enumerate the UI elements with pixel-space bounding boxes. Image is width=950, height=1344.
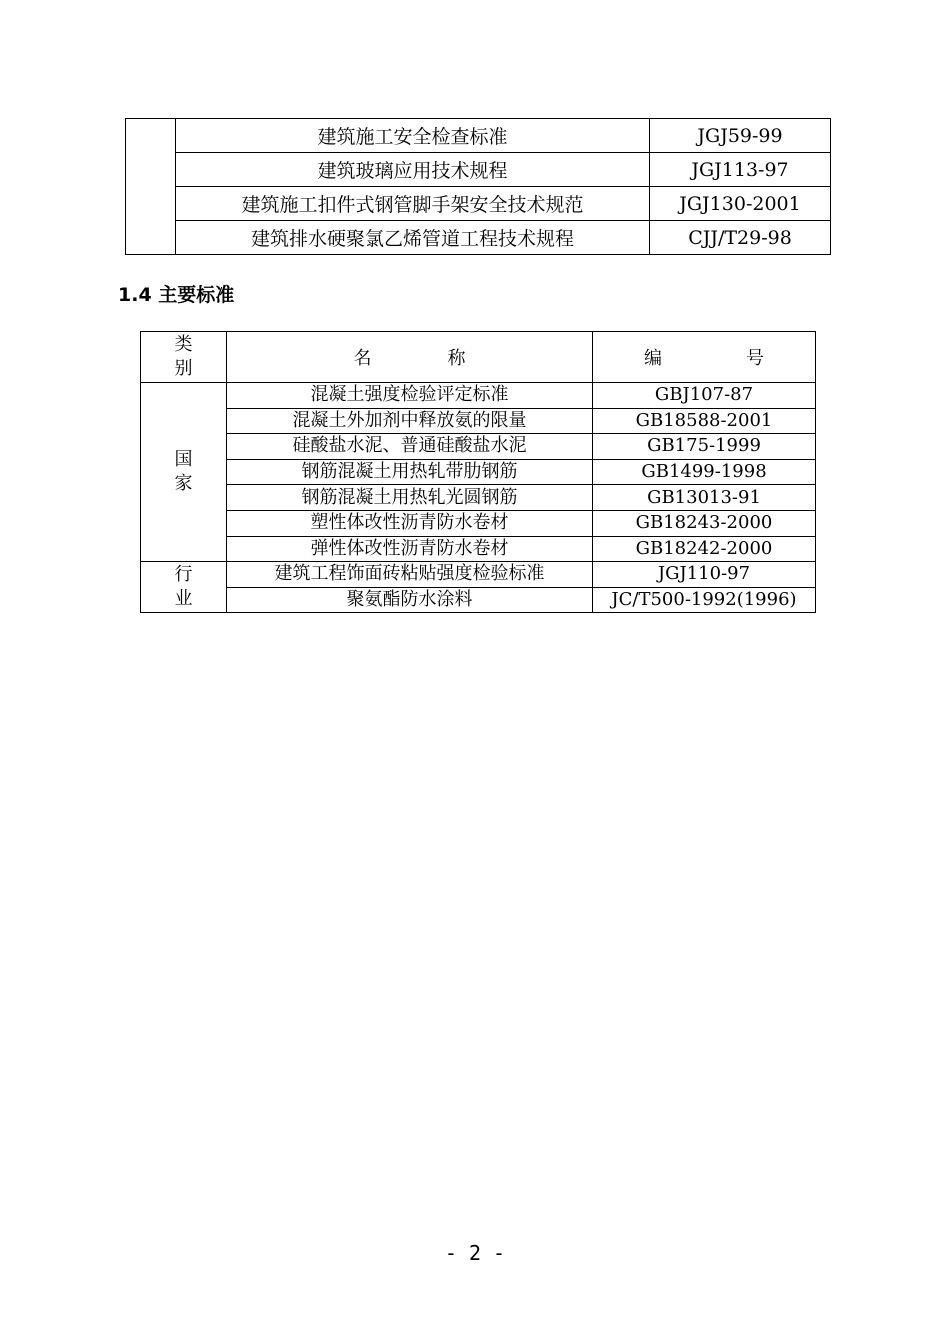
table-row [141, 408, 816, 434]
table-row [141, 485, 816, 511]
standard-name: 建筑施工安全检查标准 [176, 119, 650, 153]
standard-code: GB1499-1998 [593, 459, 816, 485]
category-cell-empty [126, 119, 176, 255]
table-row [141, 434, 816, 460]
table-row [141, 587, 816, 613]
table-row [141, 459, 816, 485]
standard-name: 钢筋混凝土用热轧光圆钢筋 [227, 485, 593, 511]
standard-code: GB18243-2000 [593, 510, 816, 536]
standard-code: JGJ130-2001 [650, 187, 831, 221]
standard-name: 建筑排水硬聚氯乙烯管道工程技术规程 [176, 221, 650, 255]
header-name-char-2: 称 [447, 348, 466, 369]
standard-name: 建筑施工扣件式钢管脚手架安全技术规范 [176, 187, 650, 221]
standard-code: JGJ113-97 [650, 153, 831, 187]
standard-name: 塑性体改性沥青防水卷材 [227, 510, 593, 536]
table-header-row [141, 332, 816, 383]
table-row [126, 119, 831, 153]
standard-code: CJJ/T29-98 [650, 221, 831, 255]
table-row [141, 562, 816, 588]
standard-name: 混凝土强度检验评定标准 [227, 383, 593, 409]
standard-name: 建筑玻璃应用技术规程 [176, 153, 650, 187]
table-row [141, 510, 816, 536]
table-row [141, 383, 816, 409]
page-number: - 2 - [444, 1241, 506, 1265]
standard-code: GB18588-2001 [593, 408, 816, 434]
header-code-char-2: 号 [746, 348, 764, 369]
category-cell-industry [141, 562, 227, 613]
standard-code: JGJ59-99 [650, 119, 831, 153]
header-category-label: 类别 [174, 333, 193, 379]
table-row [126, 153, 831, 187]
header-category [141, 332, 227, 383]
standard-name: 硅酸盐水泥、普通硅酸盐水泥 [227, 434, 593, 460]
table-row [126, 221, 831, 255]
main-standards-table [140, 331, 816, 613]
standard-code: GB13013-91 [593, 485, 816, 511]
header-name [227, 332, 593, 383]
table-row [126, 187, 831, 221]
header-code-char-1: 编 [644, 348, 662, 369]
standard-code: GBJ107-87 [593, 383, 816, 409]
header-code [593, 332, 816, 383]
standard-code: JC/T500-1992(1996) [593, 587, 816, 613]
table-row [141, 536, 816, 562]
category-label: 国家 [174, 448, 193, 495]
header-name-char-1: 名 [353, 348, 372, 369]
standard-name: 建筑工程饰面砖粘贴强度检验标准 [227, 562, 593, 588]
standard-name: 钢筋混凝土用热轧带肋钢筋 [227, 459, 593, 485]
standard-code: JGJ110-97 [593, 562, 816, 588]
standards-table-continued [125, 118, 831, 255]
category-cell-national [141, 383, 227, 562]
standard-code: GB175-1999 [593, 434, 816, 460]
section-heading: 1.4 主要标准 [118, 284, 235, 306]
standard-name: 弹性体改性沥青防水卷材 [227, 536, 593, 562]
standard-name: 混凝土外加剂中释放氨的限量 [227, 408, 593, 434]
category-label: 行业 [174, 563, 193, 610]
standard-name: 聚氨酯防水涂料 [227, 587, 593, 613]
standard-code: GB18242-2000 [593, 536, 816, 562]
